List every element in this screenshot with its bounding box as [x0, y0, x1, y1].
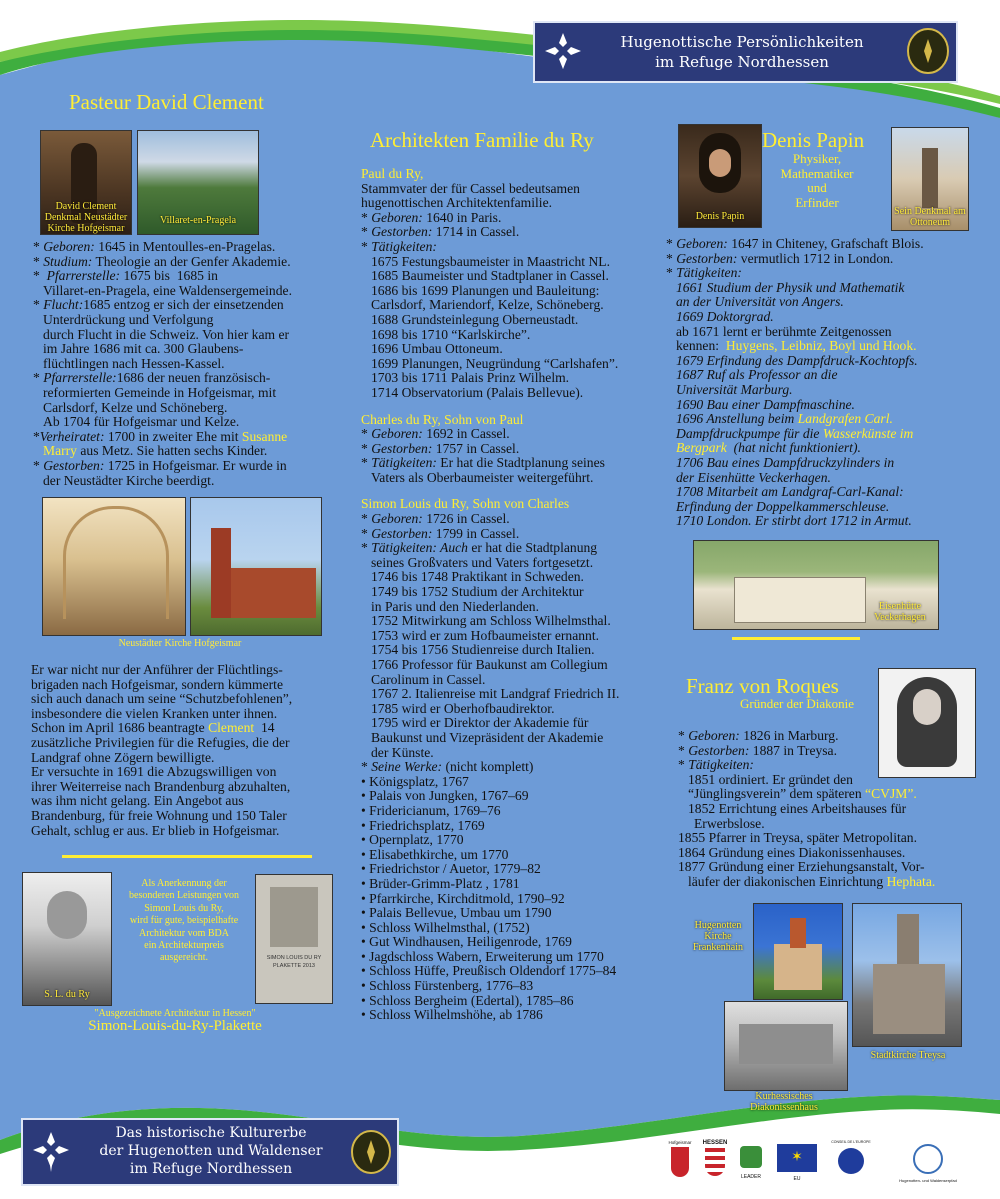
bullet-icon: •	[361, 773, 370, 789]
bio-line: durch Flucht in die Schweiz. Von hier kam er	[43, 326, 290, 342]
papin-landgraf: Landgrafen Carl.	[797, 411, 893, 427]
papin-line: 1708 Mitarbeit am Landgraf-Carl-Kanal:	[676, 484, 904, 500]
simon-line: * Gestorben: 1799 in Cassel.	[361, 525, 520, 541]
bullet-icon: •	[361, 817, 370, 833]
bio-line: Ab 1704 für Hofgeismar und Kelze.	[43, 414, 240, 430]
sponsor-logos	[660, 1136, 980, 1188]
frankenhain-caption-line: Kirche	[704, 931, 732, 942]
trail-logo: Hugenotten- und Waldenserpfad	[880, 1140, 976, 1184]
charles-line: Vaters als Oberbaumeister weitergeführt.	[371, 469, 594, 485]
bio-line: * Gestorben: 1725 in Hofgeismar. Er wurde in	[33, 457, 287, 473]
works-list-item: Jagdschloss Wabern, Erweiterung um 1770	[369, 948, 604, 964]
papin-line	[666, 441, 976, 456]
roques-subtitle: Gründer der Diakonie	[740, 696, 855, 711]
bullet-icon: •	[361, 905, 370, 921]
papin-bio	[666, 237, 976, 529]
clement-statue-caption: David Clement Denkmal Neustädter Kirche Hofgeismar	[44, 201, 128, 234]
simon-line: * Geboren: 1726 in Cassel.	[361, 511, 510, 527]
papin-line: 1710 London. Er stirbt dort 1712 in Armut.	[676, 513, 912, 529]
roques-hephata: Hephata.	[886, 873, 936, 889]
eisenhuette-caption-line: Eisenhütte	[878, 601, 922, 612]
roques-line: 1877 Gründung einer Erziehungsanstalt, Vor-	[678, 859, 925, 875]
charles-line: * Geboren: 1692 in Cassel.	[361, 426, 510, 442]
footer-line-1: Das historische Kulturerbe	[115, 1125, 307, 1141]
huguenot-cross-icon	[29, 1128, 73, 1176]
papin-line: * Gestorben: vermutlich 1712 in London.	[666, 250, 894, 266]
eisenhuette-caption	[862, 601, 938, 623]
bio-line: Carlsdorf, Kelze und Schöneberg.	[43, 399, 228, 415]
villaret-photo	[137, 130, 259, 235]
story-line: Landgraf ohne Zögern bewilligte.	[31, 749, 215, 765]
works-list-item: Fridericianum, 1769–76	[369, 802, 501, 818]
header-banner	[533, 21, 958, 83]
clement-statue-photo	[40, 130, 132, 235]
bio-line: flüchtlingen nach Hessen-Kassel.	[43, 355, 225, 371]
story-line: was ihm nicht gelang. Ein Angebot aus	[31, 793, 244, 809]
works-list-item: Gut Windhausen, Heiligenrode, 1769	[369, 934, 572, 950]
diakonissenhaus-caption	[714, 1091, 854, 1113]
works-list-item: Schloss Bergheim (Edertal), 1785–86	[369, 992, 574, 1008]
story-line: Schon im April 1686 beantragte Clement 14	[31, 720, 275, 736]
roques-verein: “Jünglingsverein” dem späteren	[688, 786, 862, 802]
bio-line: * Pfarrerstelle: 1675 bis 1685 in	[33, 268, 218, 284]
leader-logo: LEADER	[736, 1140, 766, 1184]
works-list-item: Schloss Wilhelmshöhe, ab 1786	[369, 1007, 543, 1023]
bio-line: Villaret-en-Pragela, eine Waldensergemeinde.	[43, 282, 292, 298]
footer-banner	[21, 1118, 399, 1186]
simon-line: 1785 wird er Oberhofbaudirektor.	[371, 700, 555, 716]
simon-line: 1746 bis 1748 Praktikant in Schweden.	[371, 569, 584, 585]
works-list-item: Pfarrkirche, Kirchditmold, 1790–92	[369, 890, 565, 906]
huguenot-cross-icon	[541, 29, 585, 73]
works-list-item: Palais Bellevue, Umbau um 1790	[369, 905, 552, 921]
papin-line: 1690 Bau einer Dampfmaschine.	[676, 396, 855, 412]
church-interior-photo	[42, 497, 186, 636]
works-list-item: Friedrichsplatz, 1769	[369, 817, 485, 833]
papin-line: 1661 Studium der Physik und Mathematik	[676, 279, 905, 295]
paul-heading: Paul du Ry,	[361, 166, 424, 181]
papin-line: der Eisenhütte Veckerhagen.	[676, 469, 831, 485]
paul-line: 1698 bis 1710 “Karlskirche”.	[371, 326, 531, 342]
plakette-text-line: wird für gute, beispielhafte	[129, 915, 239, 927]
seal-emblem-icon	[905, 27, 951, 75]
bullet-icon: •	[361, 788, 370, 804]
paul-line: 1714 Observatorium (Palais Bellevue).	[371, 384, 584, 400]
frankenhain-caption	[683, 920, 753, 953]
bullet-icon: •	[361, 846, 370, 862]
papin-title: Denis Papin	[762, 128, 865, 152]
works-list-item: Schloss Fürstenberg, 1776–83	[369, 978, 534, 994]
plaque-text-line: SIMON LOUIS DU RY	[266, 955, 322, 961]
plaque-text-line: PLAKETTE 2013	[273, 963, 315, 969]
papin-monument-caption: Sein Denkmal am Ottoneum	[894, 206, 966, 228]
roques-line: 1864 Gründung eines Diakonissenhauses.	[678, 844, 906, 860]
works-list-item: Elisabethkirche, um 1770	[369, 846, 509, 862]
simon-line: * Seine Werke: (nicht komplett)	[361, 759, 534, 775]
bullet-icon: •	[361, 890, 370, 906]
church-exterior-photo	[190, 497, 322, 636]
diakonissenhaus-caption-line: Kurhessisches	[755, 1091, 813, 1102]
bullet-icon: •	[361, 875, 370, 891]
simon-line: Carolinum in Cassel.	[371, 671, 486, 687]
story-line: sich auch danach um seine “Schutzbefohlenen”,	[31, 691, 293, 707]
papin-pumpe: Dampfdruckpumpe für die	[676, 425, 820, 441]
frankenhain-caption-line: Hugenotten	[694, 920, 742, 931]
bullet-icon: •	[361, 992, 370, 1008]
plakette-subtitle: "Ausgezeichnete Architektur in Hessen"	[94, 1008, 256, 1019]
roques-line: 1851 ordiniert. Er gründet den	[688, 771, 853, 787]
paul-line: 1703 bis 1711 Palais Prinz Wilhelm.	[371, 370, 570, 386]
hessen-logo: HESSEN	[700, 1140, 730, 1184]
story-line: zusätzliche Privilegien für die Refugies, die der	[31, 734, 290, 750]
story-line: Gehalt, schlug er aus. Er blieb in Hofgeismar.	[31, 822, 280, 838]
dury-portrait-photo	[22, 872, 112, 1006]
eisenhuette-photo	[693, 540, 939, 630]
roques-title: Franz von Roques	[686, 674, 839, 698]
church-caption: Neustädter Kirche Hofgeismar	[118, 638, 242, 649]
plakette-text-line: ausgereicht.	[159, 952, 209, 964]
bullet-icon: •	[361, 861, 370, 877]
paul-line: 1688 Grundsteinlegung Oberneustadt.	[371, 311, 579, 327]
roques-bio	[678, 729, 978, 890]
story-line: Er war nicht nur der Anführer der Flüchtlings-	[31, 662, 283, 677]
paul-line: Carlsdorf, Mariendorf, Kelze, Schöneberg.	[371, 297, 604, 313]
bullet-icon: •	[361, 919, 370, 935]
papin-line: 1679 Erfindung des Dampfdruck-Kochtopfs.	[676, 352, 918, 368]
roques-line: 1855 Pfarrer in Treysa, später Metropolitan.	[678, 830, 917, 846]
frankenhain-photo	[753, 903, 843, 1000]
plaque-photo	[255, 874, 333, 1004]
papin-kennen: kennen:	[676, 338, 720, 354]
eisenhuette-caption-line: Veckerhagen	[874, 612, 926, 623]
roques-line: * Gestorben: 1887 in Treysa.	[678, 742, 837, 758]
diakonissenhaus-caption-line: Diakonissenhaus	[750, 1102, 818, 1113]
hofgeismar-logo: Hofgeismar	[666, 1140, 694, 1184]
roques-line	[678, 787, 978, 802]
papin-subtitle-line: Mathematiker	[780, 165, 854, 181]
simon-line: in Paris und den Niederlanden.	[371, 598, 539, 614]
dury-text	[361, 167, 681, 1023]
bio-line: * Flucht:1685 entzog er sich der einsetzenden	[33, 297, 284, 313]
seal-emblem-icon	[349, 1128, 393, 1176]
header-line-2: im Refuge Nordhessen	[655, 53, 829, 71]
dury-title: Architekten Familie du Ry	[370, 128, 594, 152]
simon-line: 1767 2. Italienreise mit Landgraf Friedrich II.	[371, 686, 620, 702]
plakette-text-line: Simon Louis du Ry,	[144, 902, 224, 914]
paul-line: 1699 Planungen, Neugründung “Carlshafen”.	[371, 355, 619, 371]
plakette-text	[110, 878, 258, 965]
papin-line: * Geboren: 1647 in Chiteney, Grafschaft Blois.	[666, 236, 924, 251]
dury-portrait-caption: S. L. du Ry	[44, 989, 90, 1000]
simon-line: * Tätigkeiten: Auch er hat die Stadtplanung	[361, 540, 598, 556]
plakette-text-line: ein Architekturpreis	[144, 940, 224, 952]
simon-line: 1795 wird er Direktor der Akademie für	[371, 715, 589, 731]
papin-monument-photo	[891, 127, 969, 231]
treysa-church-photo	[852, 903, 962, 1047]
plakette-text-line: Architektur vom BDA	[139, 927, 229, 939]
works-list-item: Palais von Jungken, 1767–69	[369, 788, 529, 804]
story-line: insbesondere die vielen Kranken unter ihnen.	[31, 705, 278, 721]
roques-line	[678, 875, 978, 890]
works-list-item: Brüder-Grimm-Platz , 1781	[369, 875, 520, 891]
papin-line: ab 1671 lernt er berühmte Zeitgenossen	[676, 323, 892, 339]
papin-line: * Tätigkeiten:	[666, 265, 742, 281]
footer-line-3: im Refuge Nordhessen	[129, 1161, 293, 1177]
papin-bergpark: Bergpark	[676, 440, 727, 456]
bio-line: * Studium: Theologie an der Genfer Akademie.	[33, 253, 291, 269]
bio-line: reformierten Gemeinde in Hofgeismar, mit	[43, 384, 277, 400]
papin-subtitle-line: Physiker,	[792, 151, 842, 166]
papin-line: 1687 Ruf als Professor an die	[676, 367, 838, 383]
paul-line: 1686 bis 1699 Planungen und Bauleitung:	[371, 282, 600, 298]
papin-line: 1669 Doktorgrad.	[676, 308, 774, 324]
paul-line: Stammvater der für Cassel bedeutsamen	[361, 180, 580, 196]
villaret-caption: Villaret-en-Pragela	[159, 215, 237, 226]
papin-line	[666, 412, 976, 427]
papin-portrait-photo	[678, 124, 762, 228]
clement-title: Pasteur David Clement	[69, 90, 264, 114]
simon-line: 1749 bis 1752 Studium der Architektur	[371, 584, 584, 600]
bullet-icon: •	[361, 948, 370, 964]
treysa-caption: Stadtkirche Treysa	[870, 1050, 946, 1061]
council-of-europe-logo: CONSEIL DE L'EUROPE	[828, 1140, 874, 1184]
simon-line: 1753 wird er zum Hofbaumeister ernannt.	[371, 627, 600, 643]
charles-line: * Tätigkeiten: Er hat die Stadtplanung seines	[361, 455, 605, 471]
bio-line: * Geboren: 1645 in Mentoulles-en-Pragelas.	[33, 239, 276, 254]
works-list	[361, 775, 681, 1023]
roques-cvjm: “CVJM”.	[865, 786, 917, 802]
papin-line: 1706 Bau eines Dampfdruckzylinders in	[676, 454, 895, 470]
papin-contemporaries: Huygens, Leibniz, Boyl und Hook.	[725, 338, 917, 354]
paul-line: * Tätigkeiten:	[361, 238, 437, 254]
header-line-1: Hugenottische Persönlichkeiten	[620, 33, 864, 51]
papin-funktioniert: (hat nicht funktioniert).	[733, 440, 861, 456]
papin-line: an der Universität von Angers.	[676, 294, 844, 310]
story-line: brigaden nach Hofgeismar, sondern kümmerte	[31, 676, 283, 692]
left-separator	[62, 855, 312, 858]
papin-wasserkuenste: Wasserkünste im	[822, 425, 914, 441]
bullet-icon: •	[361, 934, 370, 950]
bio-line: im Jahre 1686 mit ca. 300 Glaubens-	[43, 341, 244, 357]
papin-portrait-caption: Denis Papin	[695, 211, 745, 222]
frankenhain-caption-line: Frankenhain	[693, 942, 743, 953]
plakette-text-line: Als Anerkennung der	[141, 878, 227, 889]
works-list-item: Friedrichstor / Auetor, 1779–82	[369, 861, 541, 877]
charles-line: * Gestorben: 1757 in Cassel.	[361, 440, 520, 456]
simon-line: 1752 Mitwirkung am Schloss Wilhelmsthal.	[371, 613, 611, 629]
clement-story	[31, 663, 341, 838]
roques-line: 1852 Errichtung eines Arbeitshauses für	[688, 800, 907, 816]
papin-line	[666, 339, 976, 354]
papin-anstellung: 1696 Anstellung beim	[676, 411, 795, 427]
simon-line: 1754 bis 1756 Studienreise durch Italien.	[371, 642, 595, 658]
paul-line: 1685 Baumeister und Stadtplaner in Cassel.	[371, 268, 609, 284]
papin-line: Universität Marburg.	[676, 381, 793, 397]
works-list-item: Königsplatz, 1767	[369, 773, 469, 789]
roques-line: * Geboren: 1826 in Marburg.	[678, 728, 839, 743]
simon-line: 1766 Professor für Baukunst am Collegium	[371, 657, 608, 672]
bio-line: *Verheiratet: 1700 in zweiter Ehe mit Susanne	[33, 428, 288, 444]
roques-line: * Tätigkeiten:	[678, 757, 754, 773]
diakonissenhaus-photo	[724, 1001, 848, 1091]
simon-heading: Simon Louis du Ry, Sohn von Charles	[361, 496, 570, 512]
papin-subtitle-line: Erfinder	[795, 194, 839, 210]
bio-line: Unterdrückung und Verfolgung	[43, 311, 214, 327]
story-line: ihrer Weiterreise nach Brandenburg abzuhalten,	[31, 778, 291, 794]
charles-heading: Charles du Ry, Sohn von Paul	[361, 411, 524, 427]
simon-line: Baukunst und Vizepräsident der Akademie	[371, 729, 604, 745]
bio-line: * Pfarrerstelle:1686 der neuen französisch-	[33, 370, 271, 386]
bio-line: der Neustädter Kirche beerdigt.	[43, 472, 215, 488]
footer-line-2: der Hugenotten und Waldenser	[99, 1143, 323, 1159]
story-line: Brandenburg, für freie Wohnung und 150 Taler	[31, 807, 287, 823]
papin-line	[666, 427, 976, 442]
bullet-icon: •	[361, 963, 370, 979]
eu-flag-logo: ✶ EU	[772, 1140, 822, 1184]
simon-line: der Künste.	[371, 744, 434, 760]
papin-line: Erfindung der Doppelkammerschleuse.	[676, 498, 890, 514]
paul-line: 1675 Festungsbaumeister in Maastricht NL.	[371, 253, 610, 269]
paul-line: * Geboren: 1640 in Paris.	[361, 209, 502, 225]
bullet-icon: •	[361, 978, 370, 994]
bio-line: Marry aus Metz. Sie hatten sechs Kinder.	[43, 443, 268, 459]
clement-bio	[33, 240, 333, 488]
plakette-text-line: besonderen Leistungen von	[129, 890, 239, 902]
story-line: Er versuchte in 1691 die Abzugswilligen von	[31, 764, 277, 780]
papin-subtitle	[762, 152, 872, 210]
simon-line: seines Großvaters und Vaters fortgesetzt.	[371, 554, 594, 570]
plakette-title: Simon-Louis-du-Ry-Plakette	[88, 1018, 262, 1034]
paul-line: hugenottischen Architektenfamilie.	[361, 195, 553, 211]
bullet-icon: •	[361, 802, 370, 818]
works-list-item: Schloss Wilhelmsthal, (1752)	[369, 919, 530, 935]
roques-line: Erwerbslose.	[694, 815, 765, 831]
bullet-icon: •	[361, 832, 370, 848]
works-list-item: Opernplatz, 1770	[369, 832, 464, 848]
bullet-icon: •	[361, 1007, 370, 1023]
paul-line: * Gestorben: 1714 in Cassel.	[361, 224, 520, 240]
right-separator	[732, 637, 860, 640]
works-list-item: Schloss Hüffe, Preußisch Oldendorf 1775–84	[369, 963, 617, 979]
papin-subtitle-line: und	[807, 180, 827, 195]
paul-line: 1696 Umbau Ottoneum.	[371, 341, 503, 357]
roques-vorlaeufer: läufer der diakonischen Einrichtung	[688, 873, 884, 889]
